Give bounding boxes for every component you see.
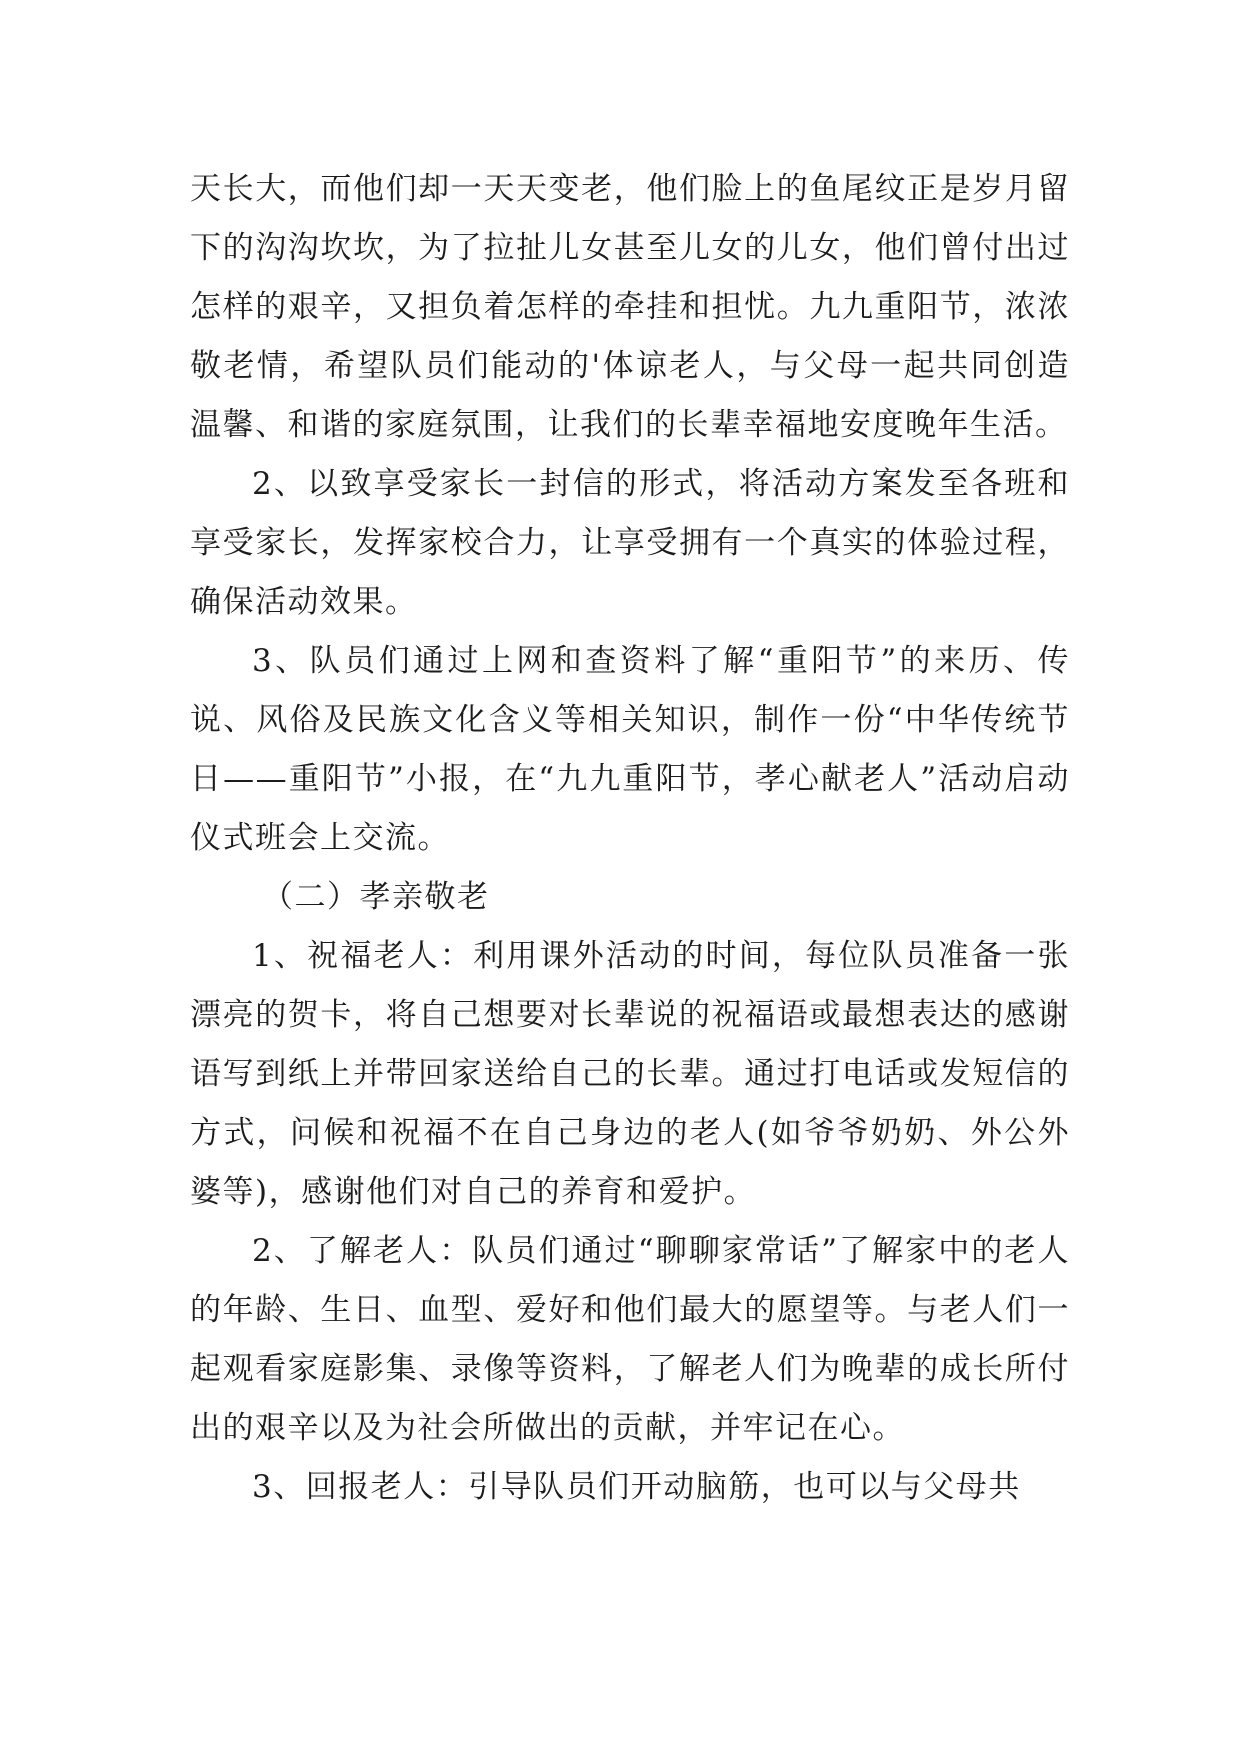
body-text bbox=[190, 160, 1070, 1517]
paragraph-item-3-repay-elders: 3、回报老人：引导队员们开动脑筋，也可以与父母共 bbox=[252, 1469, 1021, 1505]
paragraph-continuation: 天长大，而他们却一天天变老，他们脸上的鱼尾纹正是岁月留下的沟沟坎坎，为了拉扯儿女甚至儿女的儿女，他们曾付出过怎样的艰辛，又担负着怎样的牵挂和担忧。九九重阳节，浓浓敬老情，希望队员们能动的'体谅老人，与父母一起共同创造温馨、和谐的家庭氛围，让我们的长辈幸福地安度晚年生活。 bbox=[190, 171, 1070, 443]
paragraph-item-3-research: 3、队员们通过上网和查资料了解“重阳节”的来历、传说、风俗及民族文化含义等相关知识，制作一份“中华传统节日——重阳节”小报，在“九九重阳节，孝心献老人”活动启动仪式班会上交流。 bbox=[190, 643, 1070, 856]
paragraph-item-2-know-elders: 2、了解老人：队员们通过“聊聊家常话”了解家中的老人的年龄、生日、血型、爱好和他们最大的愿望等。与老人们一起观看家庭影集、录像等资料，了解老人们为晚辈的成长所付出的艰辛以及为社会所做出的贡献，并牢记在心。 bbox=[190, 1233, 1070, 1446]
section-heading-filial-respect: （二）孝亲敬老 bbox=[262, 879, 490, 915]
paragraph-item-1-bless-elders: 1、祝福老人：利用课外活动的时间，每位队员准备一张漂亮的贺卡，将自己想要对长辈说的祝福语或最想表达的感谢语写到纸上并带回家送给自己的长辈。通过打电话或发短信的方式，问候和祝福不在自己身边的老人(如爷爷奶奶、外公外婆等)，感谢他们对自己的养育和爱护。 bbox=[190, 938, 1070, 1210]
paragraph-item-2-letter: 2、以致享受家长一封信的形式，将活动方案发至各班和享受家长，发挥家校合力，让享受拥有一个真实的体验过程，确保活动效果。 bbox=[190, 466, 1070, 620]
